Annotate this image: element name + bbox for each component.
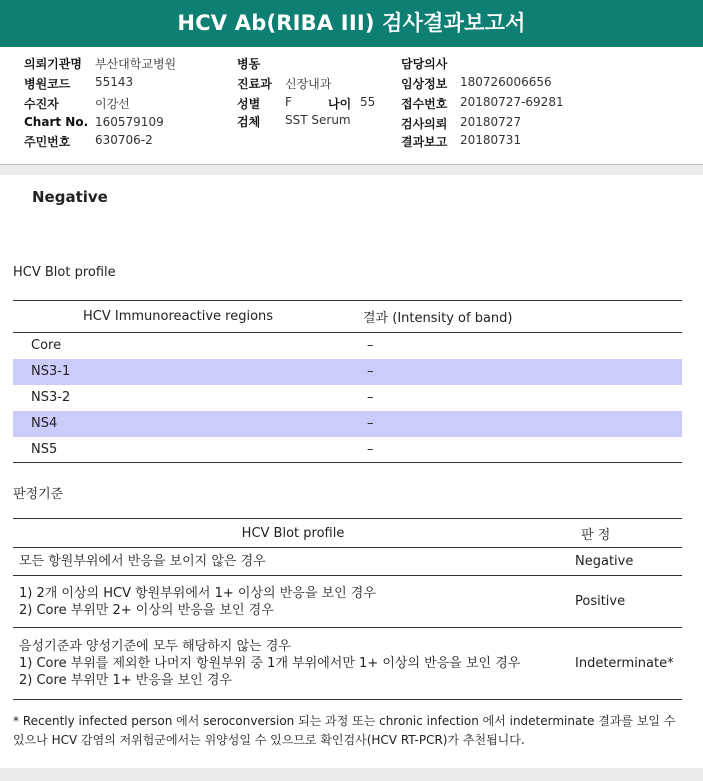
institution-value: 부산대학교병원 <box>95 57 177 71</box>
specimen-value: SST Serum <box>285 113 351 127</box>
receipt-label: 접수번호 <box>401 97 448 111</box>
criteria-cell <box>13 628 573 700</box>
patient-info-panel <box>0 47 703 165</box>
request-value: 20180727 <box>460 115 522 129</box>
criteria-cell <box>13 576 573 628</box>
blot-section-title: HCV Blot profile <box>13 265 116 280</box>
criteria-line: 1) 2개 이상의 HCV 항원부위에서 1+ 이상의 반응을 보인 경우 <box>19 585 376 601</box>
chart-value: 160579109 <box>95 115 164 129</box>
id-label: 주민번호 <box>24 135 71 149</box>
region-cell: NS5 <box>13 437 361 463</box>
criteria-cell <box>13 548 573 576</box>
patient-value: 이강선 <box>95 97 130 111</box>
table-row <box>13 385 682 411</box>
result-cell: – <box>361 437 682 463</box>
result-cell: – <box>361 411 682 437</box>
criteria-table <box>13 518 682 700</box>
judge-cell: Positive <box>573 576 682 628</box>
dept-value: 신장내과 <box>285 77 332 91</box>
result-cell: – <box>361 359 682 385</box>
table-row <box>13 576 682 628</box>
criteria-line: 2) Core 부위만 2+ 이상의 반응을 보인 경우 <box>19 602 274 618</box>
judge-cell: Negative <box>573 548 682 576</box>
table-row <box>13 411 682 437</box>
col-judge-header: 판 정 <box>573 519 682 548</box>
footnote: * Recently infected person 에서 seroconversion 되는 과정 또는 chronic infection 에서 indeterminate 결과를 보일 수 있으나 HCV 감염의 저위험군에서는 위양성일 수 있으므로 확인검사(HCV RT-PCR)가 추천됩니다. <box>13 714 676 747</box>
criteria-line: 모든 항원부위에서 반응을 보이지 않은 경우 <box>19 554 266 569</box>
sex-label: 성별 <box>237 97 261 111</box>
overall-result: Negative <box>32 188 108 206</box>
result-cell: – <box>367 390 374 405</box>
report-label: 결과보고 <box>401 135 448 149</box>
hospital-code-value: 55143 <box>95 75 134 89</box>
doctor-label: 담당의사 <box>401 57 448 71</box>
col-profile-header: HCV Blot profile <box>13 519 573 548</box>
chart-label: Chart No. <box>24 115 89 129</box>
clinical-value: 180726006656 <box>460 75 552 89</box>
criteria-line: 1) Core 부위를 제외한 나머지 항원부위 중 1개 부위에서만 1+ 이상의 반응을 보인 경우 <box>19 656 521 671</box>
patient-label: 수진자 <box>24 97 59 111</box>
table-row <box>13 628 682 700</box>
bottom-divider <box>0 768 703 781</box>
table-row <box>13 359 682 385</box>
col-result-header: 결과 (Intensity of band) <box>361 301 682 333</box>
id-value: 630706-2 <box>95 133 153 147</box>
blot-profile-table <box>13 300 682 463</box>
request-label: 검사의뢰 <box>401 117 448 131</box>
receipt-value: 20180727-69281 <box>460 95 564 109</box>
report-title: HCV Ab(RIBA III) 검사결과보고서 <box>0 0 703 47</box>
institution-label: 의뢰기관명 <box>24 57 82 71</box>
table-row <box>13 333 682 359</box>
ward-label: 병동 <box>237 57 261 71</box>
result-cell: – <box>367 338 374 354</box>
table-row <box>13 548 682 576</box>
region-cell: Core <box>31 338 62 354</box>
section-divider <box>0 165 703 175</box>
age-label: 나이 <box>328 97 352 111</box>
report-value: 20180731 <box>460 133 522 147</box>
specimen-label: 검체 <box>237 115 261 129</box>
criteria-section-title: 판정기준 <box>13 487 64 502</box>
judge-cell: Indeterminate* <box>573 628 682 700</box>
clinical-label: 임상정보 <box>401 77 448 91</box>
dept-label: 진료과 <box>237 77 272 91</box>
criteria-line: 음성기준과 양성기준에 모두 해당하지 않는 경우 <box>19 639 291 654</box>
age-value: 55 <box>360 95 376 109</box>
region-cell: NS3-1 <box>13 359 361 385</box>
sex-value: F <box>285 95 292 109</box>
region-cell: NS4 <box>13 411 361 437</box>
criteria-line: 2) Core 부위만 1+ 반응을 보인 경우 <box>19 673 232 688</box>
col-region-header: HCV Immunoreactive regions <box>13 301 361 333</box>
region-cell: NS3-2 <box>31 390 71 405</box>
table-row <box>13 437 682 463</box>
hospital-code-label: 병원코드 <box>24 77 71 91</box>
